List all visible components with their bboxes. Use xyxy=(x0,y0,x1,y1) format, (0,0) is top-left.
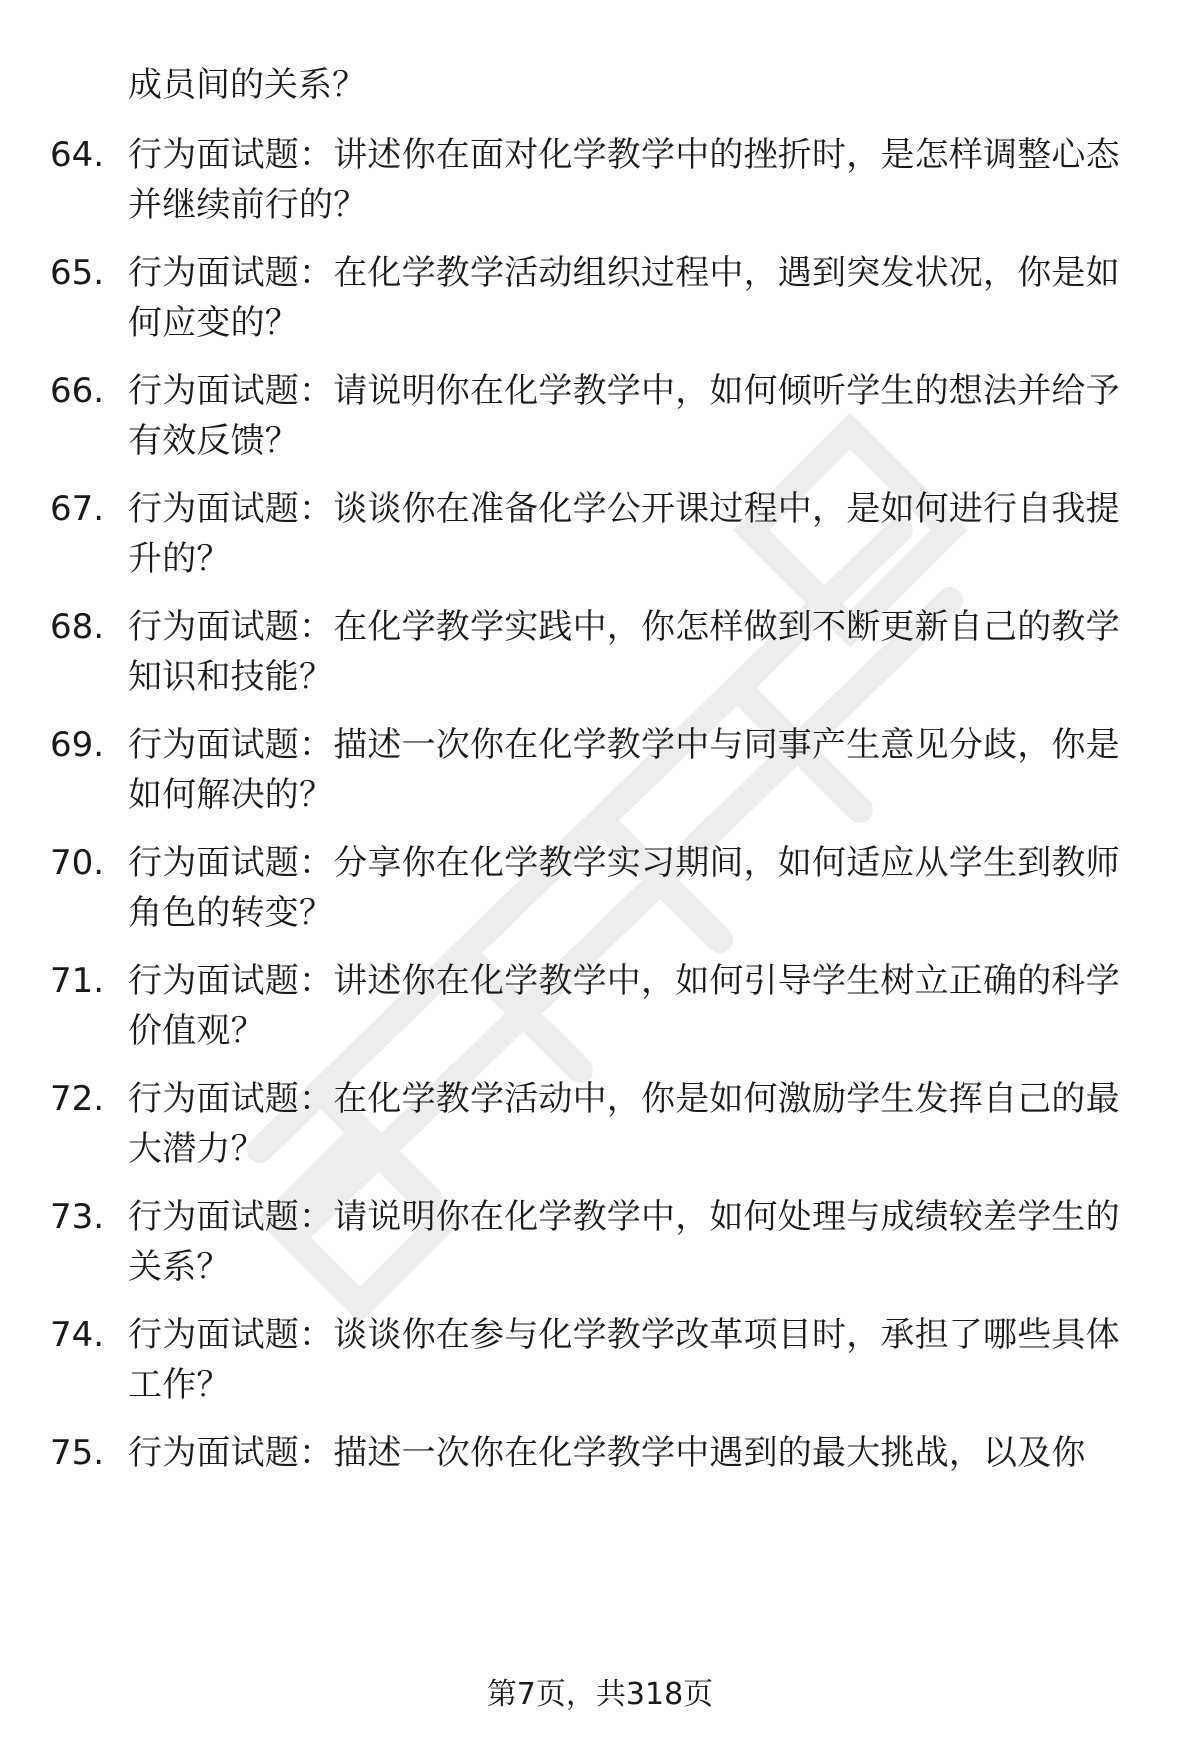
item-number: 68. xyxy=(50,607,105,647)
list-item xyxy=(50,248,1150,348)
item-number: 64. xyxy=(50,135,105,175)
list-item xyxy=(50,1074,1150,1174)
list-item xyxy=(50,1310,1150,1410)
item-text: 行为面试题：描述一次你在化学教学中遇到的最大挑战，以及你 xyxy=(128,1433,1086,1473)
list-item xyxy=(50,130,1150,230)
item-text: 行为面试题：请说明你在化学教学中，如何倾听学生的想法并给予有效反馈？ xyxy=(128,371,1120,461)
item-text: 行为面试题：谈谈你在参与化学教学改革项目时，承担了哪些具体工作？ xyxy=(128,1315,1120,1405)
item-number: 65. xyxy=(50,253,105,293)
item-number: 66. xyxy=(50,371,105,411)
item-text: 行为面试题：请说明你在化学教学中，如何处理与成绩较差学生的关系？ xyxy=(128,1197,1120,1287)
list-item xyxy=(50,956,1150,1056)
page-number-footer: 第7页，共318页 xyxy=(486,1677,714,1712)
item-text: 行为面试题：在化学教学活动中，你是如何激励学生发挥自己的最大潜力？ xyxy=(128,1079,1120,1169)
item-number: 73. xyxy=(50,1197,105,1237)
item-text: 行为面试题：在化学教学活动组织过程中，遇到突发状况，你是如何应变的？ xyxy=(128,253,1120,343)
list-item xyxy=(50,484,1150,584)
item-number: 71. xyxy=(50,961,105,1001)
item-number: 69. xyxy=(50,725,105,765)
list-item xyxy=(50,720,1150,820)
item-text: 行为面试题：讲述你在面对化学教学中的挫折时，是怎样调整心态并继续前行的？ xyxy=(128,135,1120,225)
list-item xyxy=(50,838,1150,938)
list-item xyxy=(50,602,1150,702)
item-text: 行为面试题：描述一次你在化学教学中与同事产生意见分歧，你是如何解决的？ xyxy=(128,725,1120,815)
list-item xyxy=(50,1428,1150,1528)
list-item xyxy=(50,366,1150,466)
item-text: 行为面试题：在化学教学实践中，你怎样做到不断更新自己的教学知识和技能？ xyxy=(128,607,1120,697)
item-number: 67. xyxy=(50,489,105,529)
item-number: 74. xyxy=(50,1315,105,1355)
continued-question-text: 成员间的关系？ xyxy=(128,65,366,105)
item-number: 75. xyxy=(50,1433,105,1473)
list-item xyxy=(50,1192,1150,1292)
item-text: 行为面试题：讲述你在化学教学中，如何引导学生树立正确的科学价值观？ xyxy=(128,961,1120,1051)
item-number: 72. xyxy=(50,1079,105,1119)
item-text: 行为面试题：谈谈你在准备化学公开课过程中，是如何进行自我提升的？ xyxy=(128,489,1120,579)
item-number: 70. xyxy=(50,843,105,883)
item-text: 行为面试题：分享你在化学教学实习期间，如何适应从学生到教师角色的转变？ xyxy=(128,843,1120,933)
